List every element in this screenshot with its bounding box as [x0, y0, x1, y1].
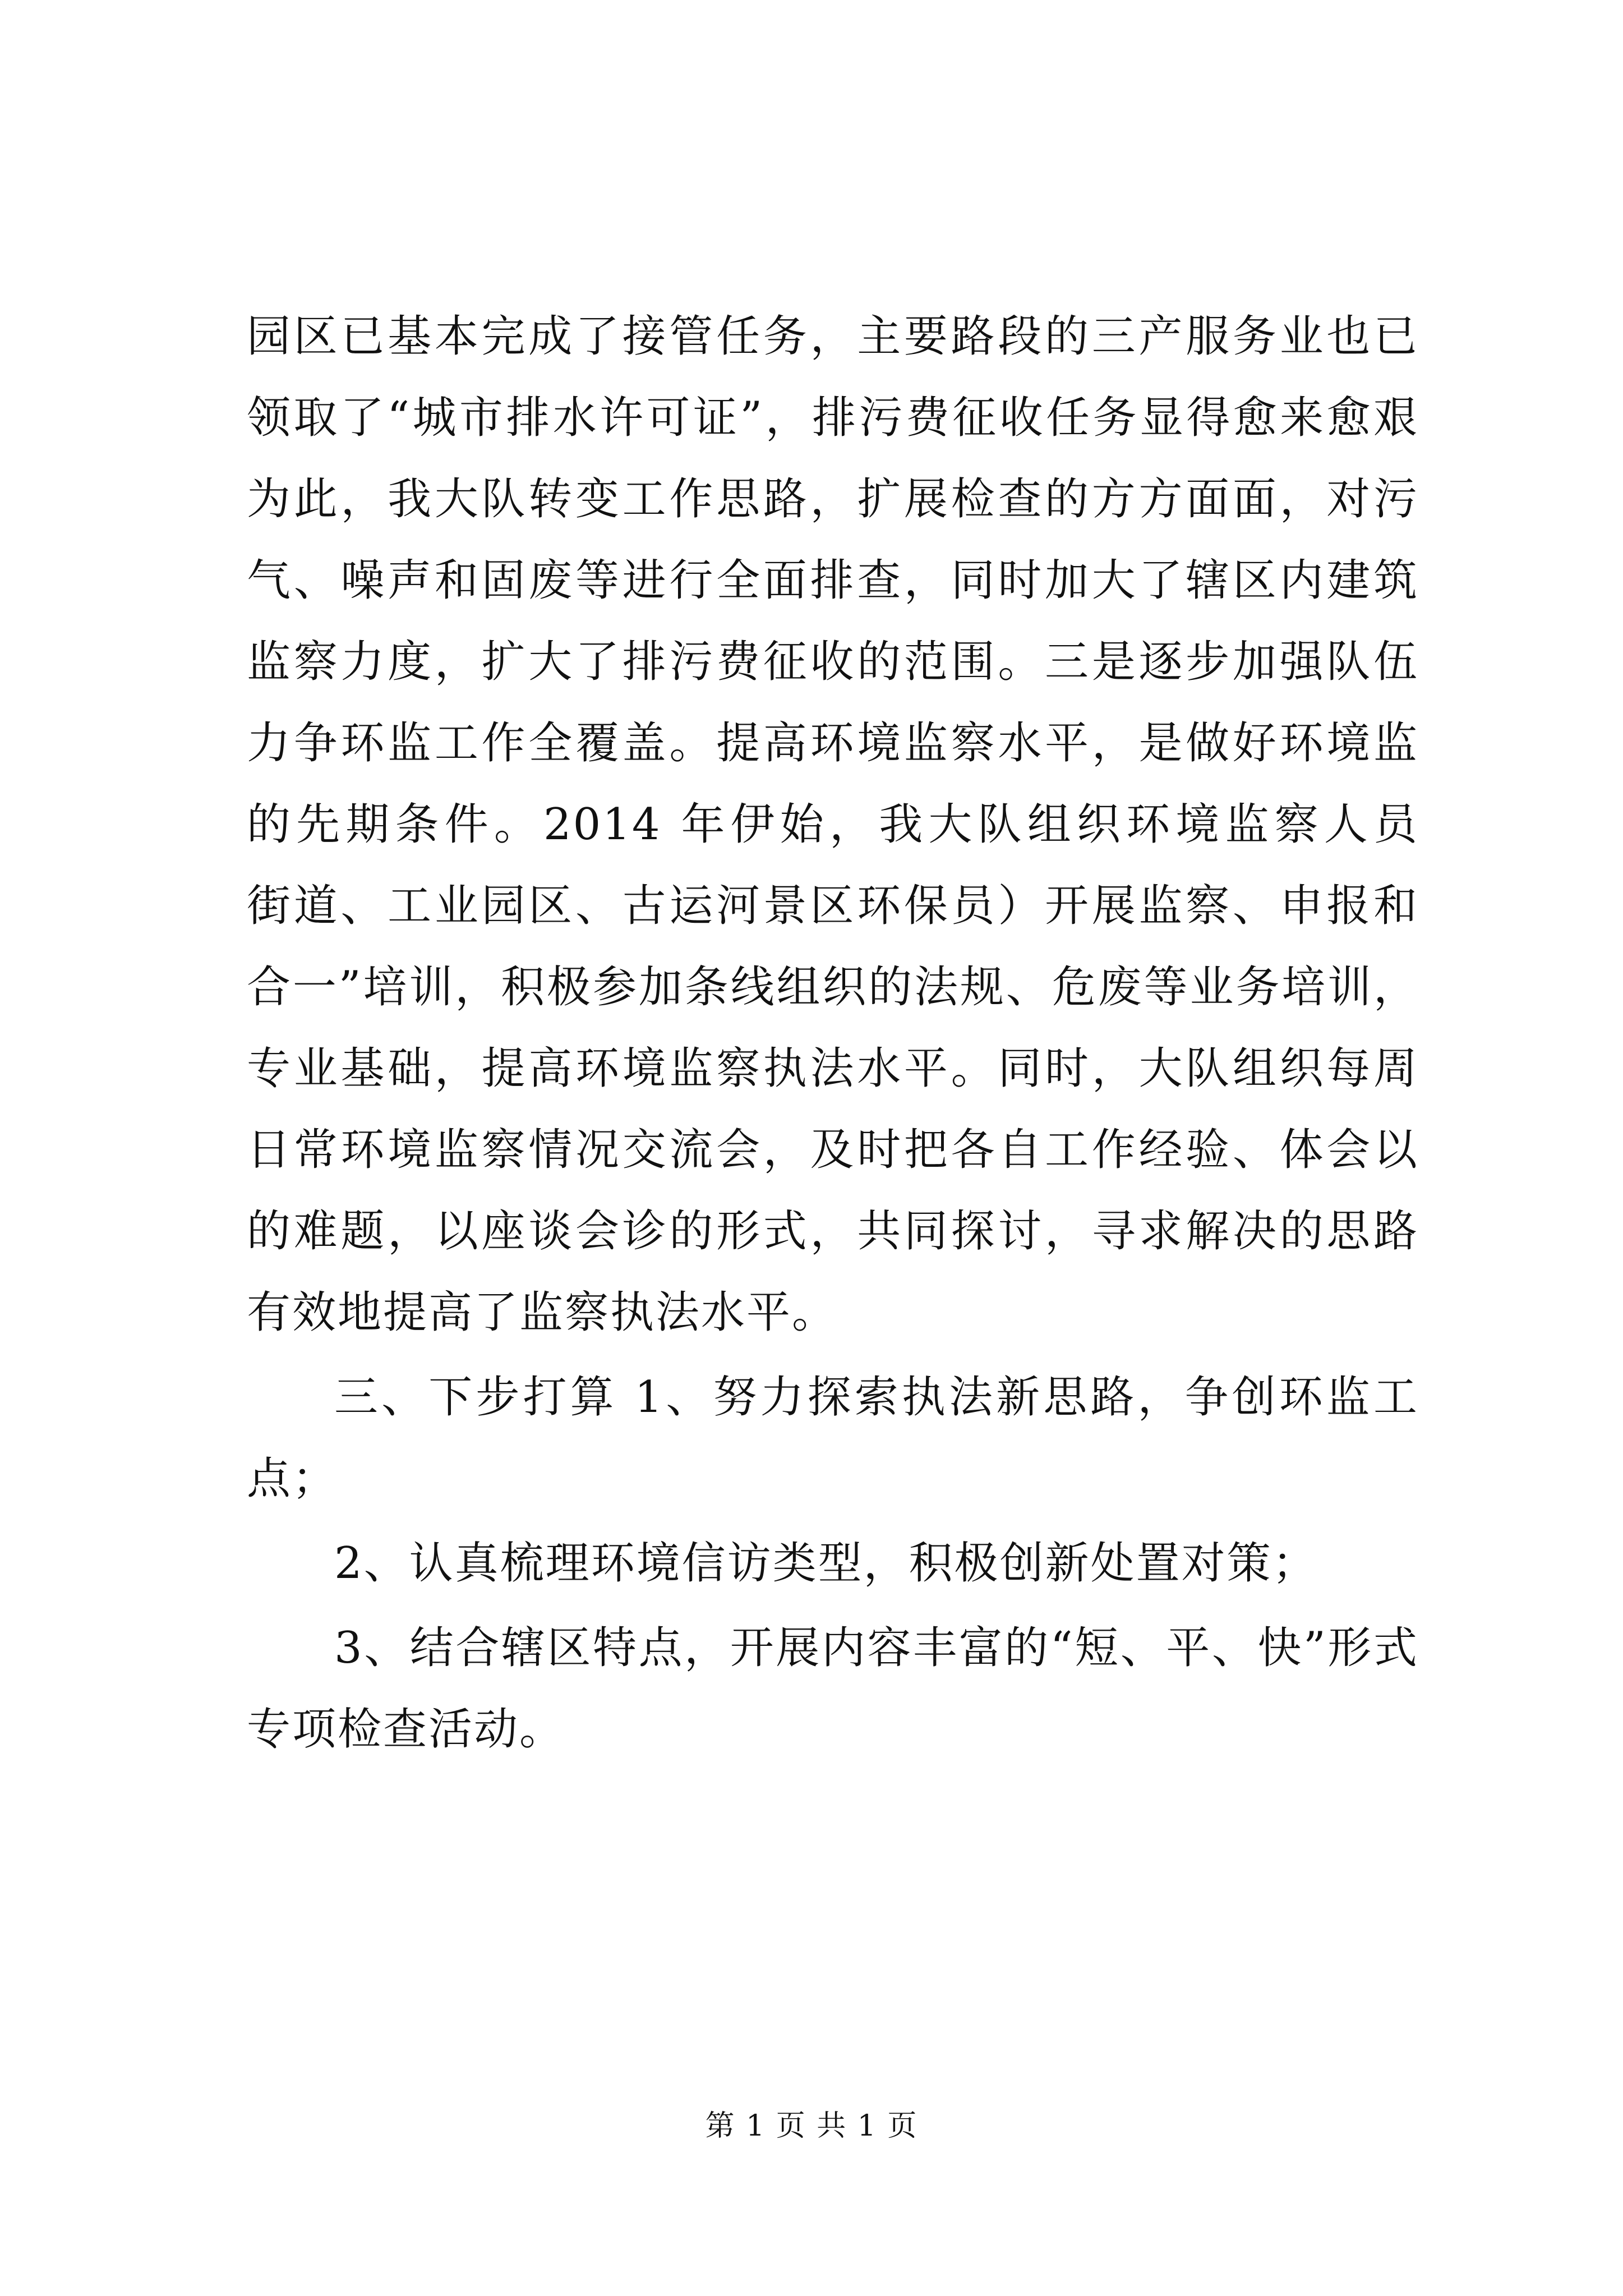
paragraph-line: 的先期条件。2014 年伊始，我大队组织环境监察人员	[247, 799, 1419, 850]
page-footer	[0, 2106, 1623, 2146]
paragraph-line: 日常环境监察情况交流会，及时把各自工作经验、体会以	[247, 1125, 1419, 1175]
paragraph-line: 园区已基本完成了接管任务，主要路段的三产服务业也已	[247, 311, 1419, 362]
paragraph-line: 专业基础，提高环境监察执法水平。同时，大队组织每周	[247, 1043, 1419, 1094]
paragraph-line: 的难题，以座谈会诊的形式，共同探讨，寻求解决的思路	[247, 1206, 1419, 1257]
plan-item-3-line: 专项检查活动。	[247, 1704, 565, 1755]
paragraph-line: 气、噪声和固废等进行全面排查，同时加大了辖区内建筑	[247, 555, 1419, 606]
plan-item-2: 2、认真梳理环境信访类型，积极创新处置对策；	[334, 1538, 1318, 1589]
paragraph-line: 力争环监工作全覆盖。提高环境监察水平，是做好环境监	[247, 718, 1419, 769]
paragraph-line: 有效地提高了监察执法水平。	[247, 1287, 838, 1338]
paragraph-line: 合一”培训，积极参加条线组织的法规、危废等业务培训，	[247, 962, 1419, 1013]
document-body	[247, 296, 1419, 1770]
paragraph-line: 监察力度，扩大了排污费征收的范围。三是逐步加强队伍	[247, 637, 1419, 687]
plan-heading-line: 三、下步打算 1、努力探索执法新思路，争创环监工	[334, 1372, 1419, 1423]
plan-heading-line: 点；	[247, 1453, 338, 1504]
paragraph-line: 街道、工业园区、古运河景区环保员）开展监察、申报和	[247, 881, 1419, 931]
plan-item-3-line: 3、结合辖区特点，开展内容丰富的“短、平、快”形式	[334, 1623, 1419, 1673]
paragraph-line: 为此，我大队转变工作思路，扩展检查的方方面面，对污	[247, 474, 1419, 524]
paragraph-line: 领取了“城市排水许可证”，排污费征收任务显得愈来愈艰	[247, 393, 1419, 443]
page-number-label: 第 1 页 共 1 页	[705, 2109, 918, 2143]
